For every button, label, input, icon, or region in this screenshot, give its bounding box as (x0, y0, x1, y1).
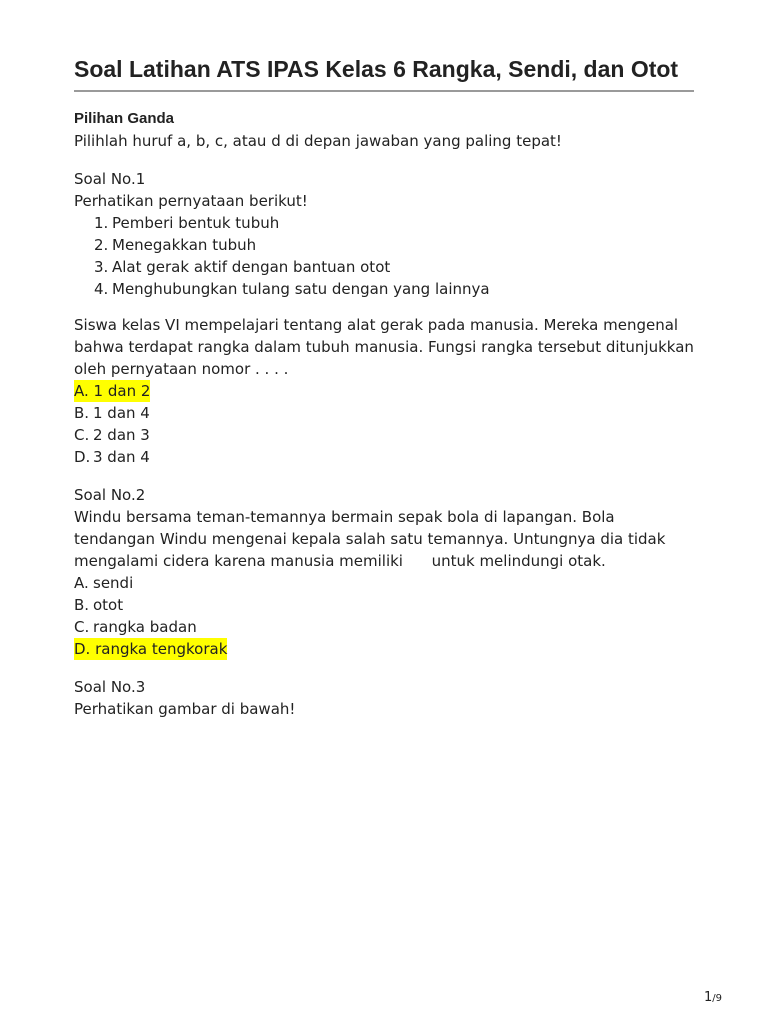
statement-item (94, 234, 694, 256)
statement-item (94, 278, 694, 300)
option-text: 1 dan 4 (93, 404, 150, 422)
statement-text: Menghubungkan tulang satu dengan yang lainnya (112, 280, 490, 298)
question-3-label: Soal No.3 (74, 678, 146, 696)
answer-highlight (74, 380, 150, 402)
option-letter: A. (74, 382, 89, 400)
option-text: otot (93, 596, 124, 614)
option-text: rangka badan (93, 618, 197, 636)
statement-number: 4. (94, 280, 109, 298)
page-title: Soal Latihan ATS IPAS Kelas 6 Rangka, Sendi, dan Otot (74, 56, 679, 82)
question-2-text: Windu bersama teman-temannya bermain sepak bola di lapangan. Bola tendangan Windu mengenai kepala salah satu temannya. Untungnya dia tidak mengalami cidera karena manusia memiliki untuk melindungi otak. (74, 508, 671, 570)
statement-item (94, 212, 694, 234)
option-a (74, 572, 694, 594)
page-total: /9 (712, 993, 723, 1004)
option-text: 1 dan 2 (93, 382, 151, 400)
statement-text: Menegakkan tubuh (112, 236, 257, 254)
option-letter: C. (74, 618, 90, 636)
page-number (704, 990, 722, 1005)
statement-text: Alat gerak aktif dengan bantuan otot (112, 258, 391, 276)
statement-text: Pemberi bentuk tubuh (112, 214, 280, 232)
title-divider (74, 90, 694, 92)
option-letter: B. (74, 404, 90, 422)
answer-highlight (74, 638, 227, 660)
statement-number: 2. (94, 236, 109, 254)
section-heading: Pilihan Ganda (74, 110, 175, 127)
option-b (74, 594, 694, 616)
option-letter: D. (74, 640, 91, 658)
question-2-label: Soal No.2 (74, 486, 146, 504)
option-a (74, 380, 694, 402)
question-1-intro: Perhatikan pernyataan berikut! (74, 192, 308, 210)
option-c (74, 424, 694, 446)
question-3-intro: Perhatikan gambar di bawah! (74, 700, 296, 718)
instruction-text: Pilihlah huruf a, b, c, atau d di depan jawaban yang paling tepat! (74, 132, 562, 150)
option-d (74, 446, 694, 468)
option-text: 3 dan 4 (93, 448, 150, 466)
question-1-label: Soal No.1 (74, 170, 146, 188)
option-d (74, 638, 694, 660)
statement-number: 1. (94, 214, 109, 232)
option-text: rangka tengkorak (95, 640, 228, 658)
statement-item (94, 256, 694, 278)
question-1-text: Siswa kelas VI mempelajari tentang alat gerak pada manusia. Mereka mengenal bahwa terdapat rangka dalam tubuh manusia. Fungsi rangka tersebut ditunjukkan oleh pernyataan nomor . . . . (74, 316, 694, 378)
statement-list (74, 212, 694, 300)
option-text: sendi (93, 574, 134, 592)
option-letter: C. (74, 426, 90, 444)
option-c (74, 616, 694, 638)
document-body (74, 108, 694, 720)
option-b (74, 402, 694, 424)
page-current: 1 (704, 990, 713, 1005)
option-text: 2 dan 3 (93, 426, 150, 444)
option-letter: D. (74, 448, 91, 466)
option-letter: A. (74, 574, 89, 592)
statement-number: 3. (94, 258, 109, 276)
option-letter: B. (74, 596, 90, 614)
